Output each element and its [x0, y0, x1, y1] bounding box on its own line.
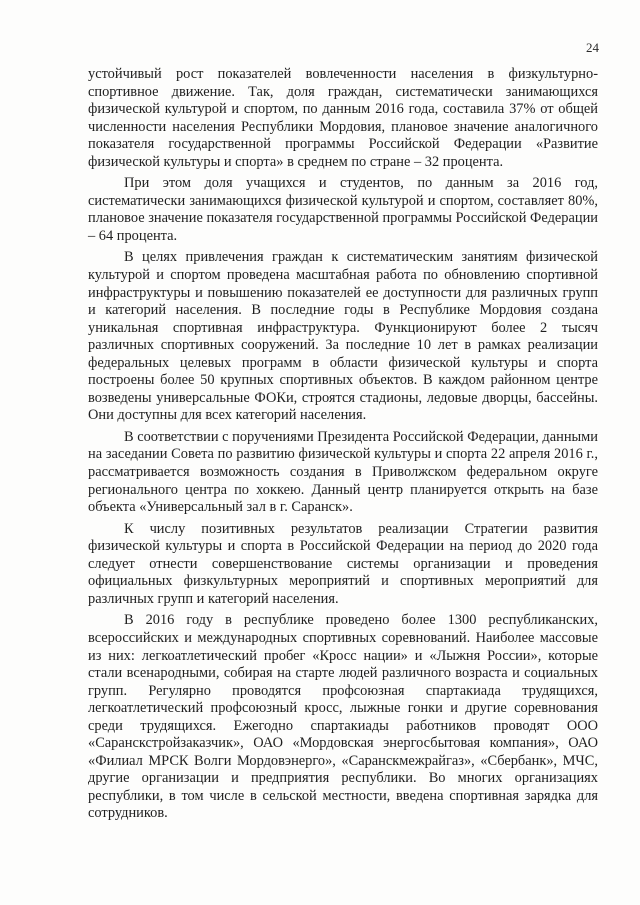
paragraph-infrastructure: В целях привлечения граждан к систематическим занятиям физической культурой и спортом проведена масштабная работа по обновлению спортивной инфраструктуры и повышению показателей ее доступности для различных групп и категорий населения. В последние годы в Республике Мордовия создана уникальная спортивная инфраструктура. Функционируют более 2 тысяч различных спортивных сооружений. За последние 10 лет в рамках реализации федеральных целевых программ в области физической культуры и спорта построены более 50 крупных спортивных объектов. В каждом районном центре возведены универсальные ФОКи, строятся стадионы, ледовые дворцы, бассейны. Они доступны для всех категорий населения.: [88, 249, 598, 424]
page-number: 24: [586, 40, 599, 55]
paragraph-competitions-2016: В 2016 году в республике проведено более 1300 республиканских, всероссийских и международных спортивных соревнований. Наиболее массовые из них: легкоатлетический пробег «Кросс нации» и «Лыжня России», которые стали всенародными, собирая на старте людей различного возраста и социальных групп. Регулярно проводятся профсоюзная спартакиада трудящихся, легкоатлетический профсоюзный кросс, лыжные гонки и другие соревнования среди трудящихся. Ежегодно спартакиады работников проводят ООО «Саранскстройзаказчик», ОАО «Мордовская энергосбытовая компания», ОАО «Филиал МРСК Волги Мордовэнерго», «Саранскмежрайгаз», «Сбербанк», МЧС, другие организации и предприятия республики. Во многих организациях республики, в том числе в сельской местности, введена спортивная зарядка для сотрудников.: [88, 612, 598, 822]
paragraph-hockey-center: В соответствии с поручениями Президента Российской Федерации, данными на заседании Совета по развитию физической культуры и спорта 22 апреля 2016 г., рассматривается возможность создания в Приволжском федеральном округе регионального центра по хоккею. Данный центр планируется открыть на базе объекта «Универсальный зал в г. Саранск».: [88, 428, 598, 516]
paragraph-strategy-results: К числу позитивных результатов реализации Стратегии развития физической культуры и спорта в Российской Федерации на период до 2020 года следует отнести совершенствование системы организации и проведения официальных физкультурных мероприятий и спортивных мероприятий для различных групп и категорий населения.: [88, 520, 598, 607]
paragraph-continuation: устойчивый рост показателей вовлеченности населения в физкультурно-спортивное движение. Так, доля граждан, систематически занимающихся физической культурой и спортом, по данным 2016 года, составила 37% от общей численности населения Республики Мордовия, плановое значение аналогичного показателя государственной программы Российской Федерации «Развитие физической культуры и спорта» в среднем по стране – 32 процента.: [88, 66, 598, 170]
document-body: [88, 66, 598, 827]
paragraph-students-share: При этом доля учащихся и студентов, по данным за 2016 год, систематически занимающихся физической культурой и спортом, составляет 80%, плановое значение показателя государственной программы Российской Федерации – 64 процента.: [88, 175, 598, 244]
